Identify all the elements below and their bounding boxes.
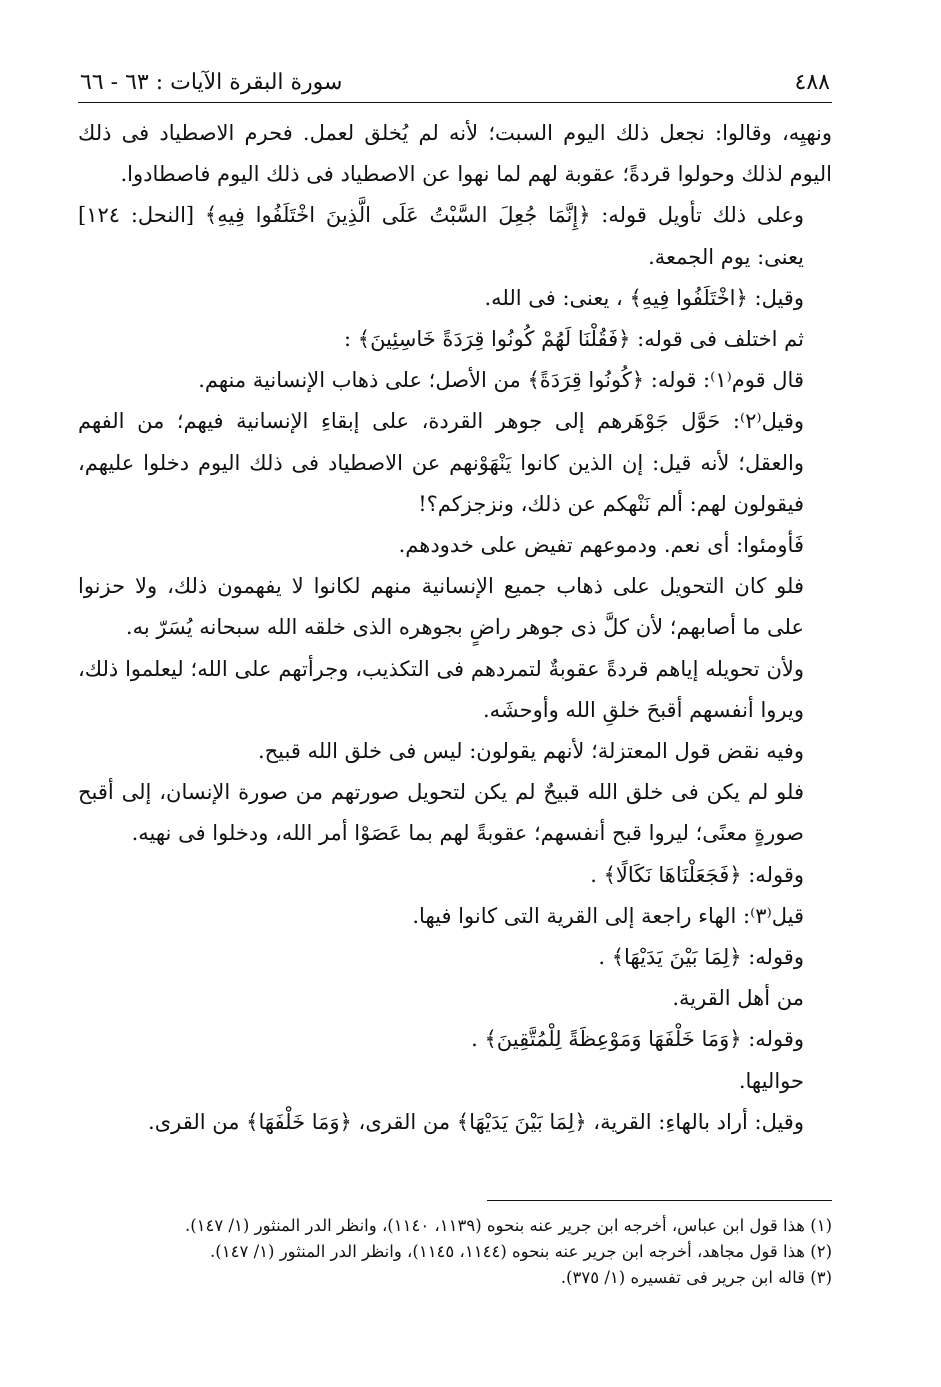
- paragraph: وقيل: ﴿اخْتَلَفُوا فِيهِ﴾ ، يعنى: فى الله.: [484, 285, 804, 310]
- surah-title: سورة البقرة الآيات : ٦٣ - ٦٦: [80, 70, 343, 95]
- footnote-1: (١) هذا قول ابن عباس، أخرجه ابن جرير عنه بنحوه (١١٣٩، ١١٤٠)، وانظر الدر المنثور (١/ ١٤٧).: [184, 1216, 832, 1235]
- paragraph: وقيل⁽٢⁾: حَوَّل جَوْهَرهم إلى جوهر القردة، على إبقاءِ الإنسانية فيهم؛ من الفهم والعقل؛ لأنه قيل: إن الذين كانوا يَنْهَوْنهم عن الاصطياد فى ذلك اليوم دخلوا عليهم، فيقولون لهم: ألم نَنْهكم عن ذلك، ونزجزكم؟!: [78, 409, 804, 516]
- paragraph: وعلى ذلك تأويل قوله: ﴿إِنَّمَا جُعِلَ السَّبْتُ عَلَى الَّذِينَ اخْتَلَفُوا فِيهِ﴾ [النحل: ١٢٤] يعنى: يوم الجمعة.: [78, 203, 804, 269]
- paragraph: فلو لم يكن فى خلق الله قبيحٌ لم يكن لتحويل صورتهم من صورة الإنسان، إلى أقبح صورةٍ معنًى؛ ليروا قبح أنفسهم؛ عقوبةً لهم بما عَصَوْا أمر الله، ودخلوا فى نهيه.: [78, 780, 804, 846]
- paragraph: فَأومئوا: أى نعم. ودموعهم تفيض على خدودهم.: [398, 533, 804, 558]
- footnote-divider: [487, 1200, 832, 1201]
- page: [78, 68, 832, 1143]
- paragraph: ثم اختلف فى قوله: ﴿فَقُلْنَا لَهُمْ كُونُوا قِرَدَةً خَاسِئِينَ﴾ :: [344, 327, 804, 352]
- page-number: ٤٨٨: [794, 70, 830, 95]
- paragraph: وقوله: ﴿لِمَا بَيْنَ يَدَيْهَا﴾ .: [598, 945, 804, 970]
- paragraph: ونهيِه، وقالوا: نجعل ذلك اليوم السبت؛ لأنه لم يُخلق لعمل. فحرم الاصطياد فى ذلك اليوم لذلك وحولوا قردةً؛ عقوبة لهم لما نهوا عن الاصطياد فى ذلك اليوم فاصطادوا.: [78, 121, 832, 187]
- paragraph: حواليها.: [738, 1068, 804, 1093]
- paragraph: فلو كان التحويل على ذهاب جميع الإنسانية منهم لكانوا لا يفهمون ذلك، ولا حزنوا على ما أصابهم؛ لأن كلَّ ذى جوهر راضٍ بجوهره الذى خلقه الله سبحانه يُسَرّ به.: [78, 574, 804, 640]
- paragraph: من أهل القرية.: [672, 986, 804, 1011]
- running-header: [78, 68, 832, 103]
- paragraph: وقيل: أراد بالهاءِ: القرية، ﴿لِمَا بَيْنَ يَدَيْهَا﴾ من القرى، ﴿وَمَا خَلْفَهَا﴾ من القرى.: [148, 1109, 804, 1134]
- paragraph: وفيه نقض قول المعتزلة؛ لأنهم يقولون: ليس فى خلق الله قبيح.: [257, 739, 804, 764]
- paragraph: ولأن تحويله إياهم قردةً عقوبةٌ لتمردهم فى التكذيب، وجرأتهم على الله؛ ليعلموا ذلك، ويروا أنفسهم أقبحَ خلقِ الله وأوحشَه.: [78, 656, 804, 722]
- paragraph: وقوله: ﴿فَجَعَلْنَاهَا نَكَالًا﴾ .: [590, 862, 804, 887]
- footnotes: [78, 1200, 832, 1291]
- body-text: [78, 113, 832, 1143]
- paragraph: قال قوم⁽١⁾: قوله: ﴿كُونُوا قِرَدَةً﴾ من الأصل؛ على ذهاب الإنسانية منهم.: [198, 368, 804, 393]
- footnote-2: (٢) هذا قول مجاهد، أخرجه ابن جرير عنه بنحوه (١١٤٤، ١١٤٥)، وانظر الدر المنثور (١/ ١٤٧).: [210, 1242, 832, 1261]
- paragraph: وقوله: ﴿وَمَا خَلْفَهَا وَمَوْعِظَةً لِلْمُتَّقِينَ﴾ .: [471, 1027, 804, 1052]
- footnote-3: (٣) قاله ابن جرير فى تفسيره (١/ ٣٧٥).: [560, 1268, 832, 1287]
- paragraph: قيل⁽٣⁾: الهاء راجعة إلى القرية التى كانوا فيها.: [412, 903, 804, 928]
